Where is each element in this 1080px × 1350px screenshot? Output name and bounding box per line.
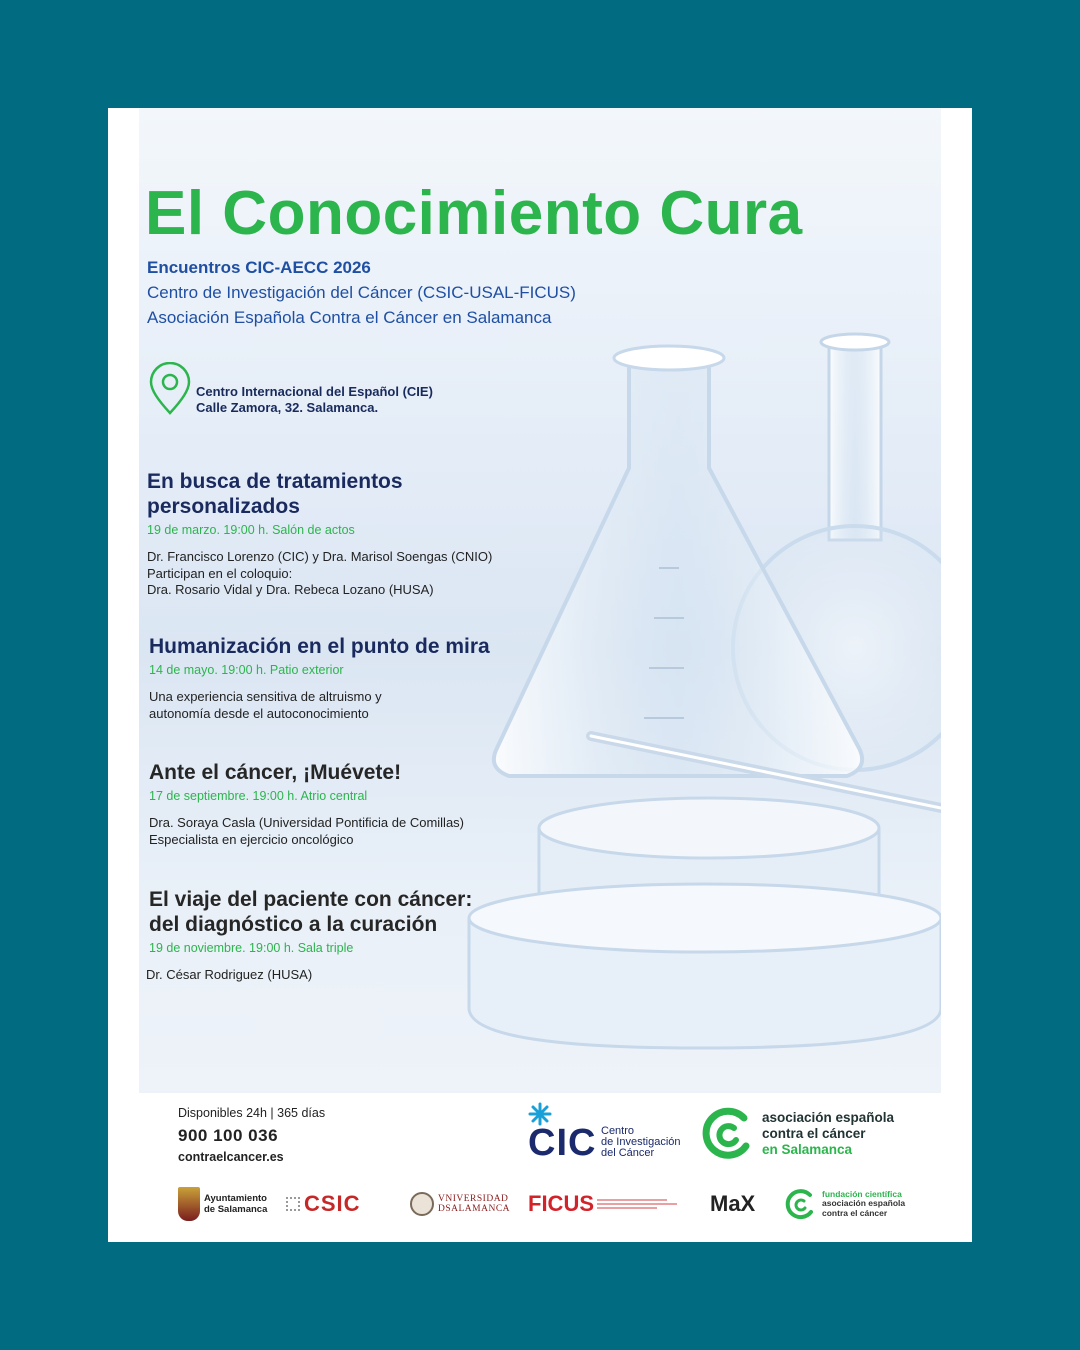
ayuntamiento-logo: Ayuntamiento de Salamanca [178, 1182, 267, 1226]
event-speakers: Dr. Francisco Lorenzo (CIC) y Dra. Marisol Soengas (CNIO) Participan en el coloquio: Dra. Rosario Vidal y Dra. Rebeca Lozano (HUSA) [147, 549, 493, 597]
map-pin-icon [148, 362, 192, 416]
phone-number[interactable]: 900 100 036 [178, 1126, 279, 1145]
event-item [149, 760, 464, 848]
usal-logo: VNIVERSIDAD DSALAMANCA [410, 1182, 510, 1226]
ficus-logo: FICUS [528, 1182, 677, 1226]
sponsor-logos [176, 1182, 936, 1230]
usal-seal-icon [410, 1192, 434, 1216]
event-item [146, 887, 473, 984]
venue-name: Centro Internacional del Español (CIE) [196, 384, 433, 399]
city-crest-icon [178, 1187, 200, 1221]
aecc-logo: asociación española contra el cáncer en Salamanca [700, 1106, 920, 1166]
max-logo: MaX [710, 1191, 756, 1216]
event-speakers: Dr. César Rodriguez (HUSA) [146, 967, 313, 982]
aecc-ring-icon [700, 1106, 754, 1162]
event-date: 19 de marzo. 19:00 h. Salón de actos [147, 523, 355, 537]
poster-title: El Conocimiento Cura [145, 179, 803, 248]
csic-logo: CSIC [286, 1182, 361, 1226]
website-link[interactable]: contraelcancer.es [178, 1150, 284, 1164]
contact-block [178, 1106, 325, 1164]
fundacion-ring-icon [784, 1188, 816, 1220]
series-name: Encuentros CIC-AECC 2026 [147, 258, 371, 277]
fundacion-aecc-logo: fundación científica asociación española contra el cáncer [784, 1182, 905, 1226]
organizer-aecc: Asociación Española Contra el Cáncer en Salamanca [147, 308, 552, 327]
organizer-cic: Centro de Investigación del Cáncer (CSIC-USAL-FICUS) [147, 283, 576, 302]
event-date: 19 de noviembre. 19:00 h. Sala triple [149, 941, 354, 955]
event-date: 14 de mayo. 19:00 h. Patio exterior [149, 663, 344, 677]
event-item [149, 634, 490, 722]
event-description: Una experiencia sensitiva de altruismo y autonomía desde el autoconocimiento [149, 689, 382, 721]
event-title: Humanización en el punto de mira [149, 635, 490, 658]
event-title: El viaje del paciente con cáncer: del diagnóstico a la curación [149, 888, 473, 936]
event-title: En busca de tratamientos personalizados [147, 470, 403, 518]
availability-text: Disponibles 24h | 365 días [178, 1106, 326, 1120]
event-title: Ante el cáncer, ¡Muévete! [149, 761, 402, 784]
cic-logo: CIC Centro de Investigación del Cáncer [528, 1102, 698, 1164]
event-date: 17 de septiembre. 19:00 h. Atrio central [149, 789, 368, 803]
venue-address: Calle Zamora, 32. Salamanca. [196, 400, 379, 415]
csic-emblem-icon [286, 1197, 300, 1211]
event-item [147, 469, 492, 599]
event-speakers: Dra. Soraya Casla (Universidad Pontificia de Comillas) Especialista en ejercicio oncológico [149, 815, 465, 847]
ficus-fine-print [597, 1197, 677, 1211]
event-poster [108, 108, 972, 1242]
